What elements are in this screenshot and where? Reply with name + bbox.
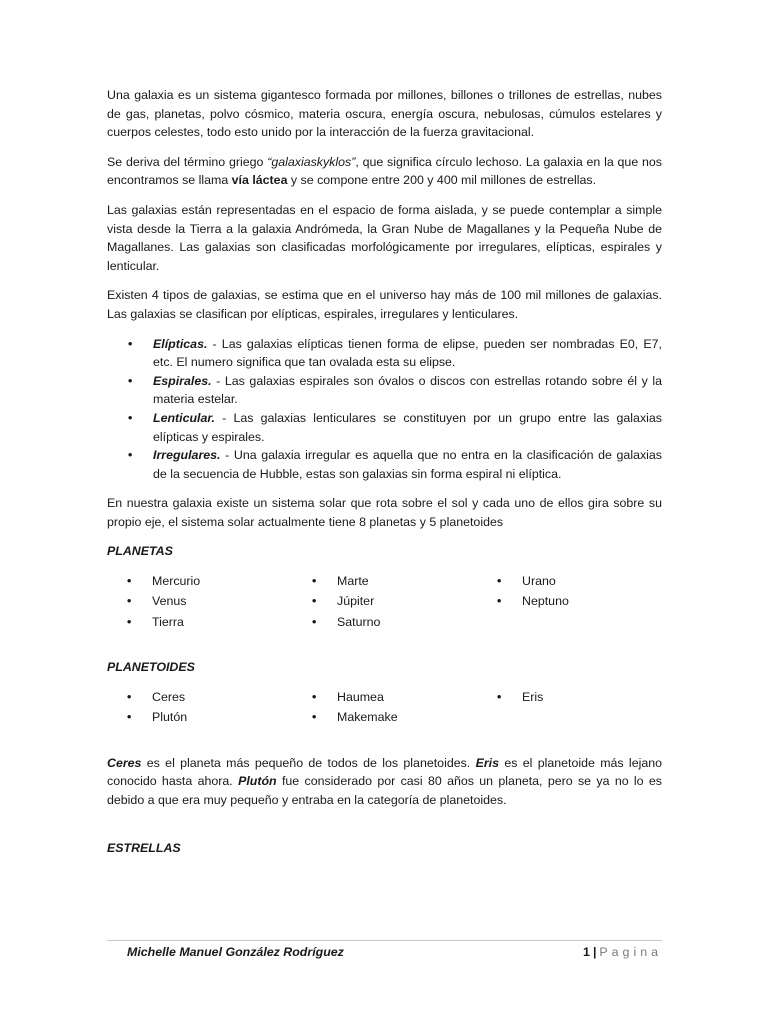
type-term: Irregulares.	[153, 448, 221, 463]
planetas-heading: PLANETAS	[107, 544, 173, 559]
list-item: • Júpiter	[337, 591, 477, 611]
page-number-block	[583, 945, 662, 959]
page-footer	[107, 940, 662, 971]
type-term: Lenticular.	[153, 410, 215, 425]
type-description: - Las galaxias lenticulares se constituyen por un grupo entre las galaxias elípticas y espirales.	[153, 410, 662, 444]
text-run: y se compone entre 200 y 400 mil millones de estrellas.	[287, 173, 597, 188]
list-item: • Haumea	[337, 687, 477, 707]
paragraph-types-intro: Existen 4 tipos de galaxias, se estima que en el universo hay más de 100 mil millones de galaxias. Las galaxias se clasifican por elípticas, espirales, irregulares y lenticulares.	[107, 288, 662, 321]
planetoides-heading: PLANETOIDES	[107, 660, 195, 675]
type-term: Espirales.	[153, 373, 212, 388]
page-label: Pagina	[599, 945, 662, 959]
planetoides-columns	[107, 687, 662, 728]
list-item	[153, 372, 662, 409]
text-run: Se deriva del término griego	[107, 154, 268, 169]
text-run: es el planeta más pequeño de todos de los planetoides.	[141, 755, 476, 770]
text-run: , que significa círculo lechoso. La galaxia en la que nos encontramos se llama	[107, 154, 662, 188]
list-item: • Neptuno	[522, 591, 662, 611]
list-item: • Mercurio	[152, 571, 292, 591]
paragraph-planetoids	[107, 754, 662, 810]
planetas-columns	[107, 571, 662, 632]
document-body	[107, 86, 662, 868]
greek-term: “galaxiaskyklos”	[267, 154, 356, 169]
paragraph-intro: Una galaxia es un sistema gigantesco formada por millones, billones o trillones de estrellas, nubes de gas, planetas, polvo cósmico, materia oscura, energía oscura, nebulosas, cúmulos estelares y cuerpos celestes, todo esto unido por la interacción de la fuerza gravitacional.	[107, 88, 662, 140]
list-item: • Eris	[522, 687, 662, 707]
list-item: • Venus	[152, 591, 292, 611]
estrellas-heading: ESTRELLAS	[107, 841, 181, 856]
eris-term: Eris	[475, 755, 499, 770]
galaxy-types-list	[107, 335, 662, 484]
type-description: - Las galaxias elípticas tienen forma de elipse, pueden ser nombradas E0, E7, etc. El numero significa que tan ovalada esta su elipse.	[153, 336, 662, 370]
page-separator: |	[592, 945, 597, 959]
text-run: es el planetoide más lejano conocido hasta ahora.	[107, 755, 663, 789]
list-item	[153, 446, 662, 483]
ceres-term: Ceres	[107, 755, 142, 770]
footer-author: Michelle Manuel González Rodríguez	[127, 945, 344, 959]
paragraph-visibility: Las galaxias están representadas en el espacio de forma aislada, y se puede contemplar a simple vista desde la Tierra a la galaxia Andrómeda, la Gran Nube de Magallanes y la Pequeña Nube de Magallanes. Las galaxias son clasificadas morfológicamente por irregulares, elípticas, espirales y lenticular.	[107, 202, 662, 273]
list-item: • Urano	[522, 571, 662, 591]
text-run: fue considerado por casi 80 años un planeta, pero se ya no lo es debido a que era muy pequeño y entraba en la categoría de planetoides.	[107, 774, 662, 807]
type-description: - Las galaxias espirales son óvalos o discos con estrellas rotando sobre él y la materia estelar.	[153, 373, 662, 407]
list-item: • Makemake	[337, 707, 477, 727]
list-item	[153, 409, 662, 446]
milky-way-term: vía láctea	[231, 173, 288, 188]
list-item: • Ceres	[152, 687, 292, 707]
paragraph-etymology	[107, 153, 662, 190]
pluton-term: Plutón	[238, 774, 277, 789]
page-number: 1	[583, 945, 590, 959]
type-term: Elípticas.	[153, 336, 208, 351]
list-item: • Plutón	[152, 707, 292, 727]
type-description: - Una galaxia irregular es aquella que no entra en la clasificación de galaxias de la secuencia de Hubble, estas son galaxias sin forma espiral ni elíptica.	[153, 448, 662, 481]
paragraph-solar-system: En nuestra galaxia existe un sistema solar que rota sobre el sol y cada uno de ellos gira sobre su propio eje, el sistema solar actualmente tiene 8 planetas y 5 planetoides	[107, 496, 662, 529]
list-item: • Marte	[337, 571, 477, 591]
list-item	[153, 335, 662, 372]
list-item: • Tierra	[152, 612, 292, 632]
list-item: • Saturno	[337, 612, 477, 632]
